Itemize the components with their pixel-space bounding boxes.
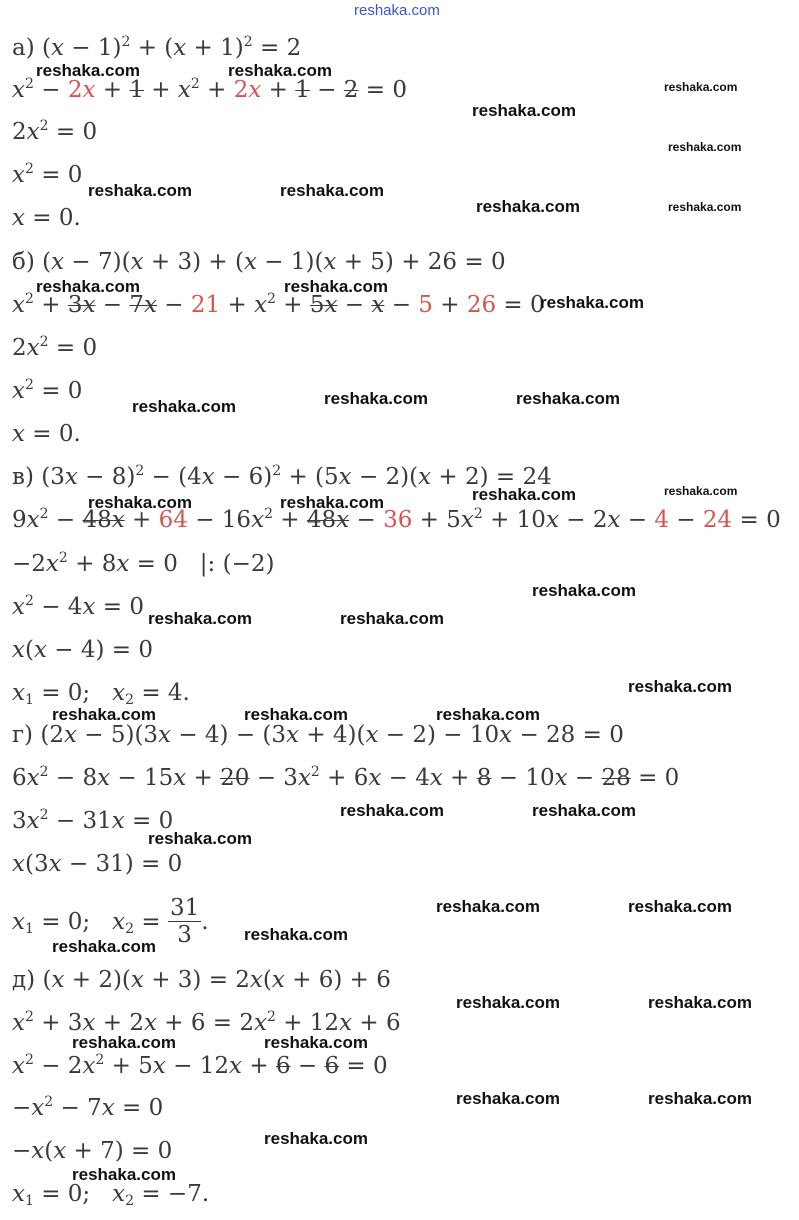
watermark: reshaka.com	[472, 101, 576, 120]
watermark: reshaka.com	[244, 705, 348, 724]
equation-line: $x^2 - 2x + 1 + x^2 + 2x + 1 - 2 = 0$	[12, 76, 407, 103]
equation-line: $x^2 - 4x = 0$	[12, 593, 144, 620]
equation-line: $-2x^2 + 8x = 0$ |: (−2)	[12, 550, 275, 577]
watermark: reshaka.com	[264, 1033, 368, 1052]
watermark: reshaka.com	[648, 993, 752, 1012]
equation-line: −x(x + 7) = 0	[12, 1138, 173, 1164]
watermark: reshaka.com	[72, 1033, 176, 1052]
watermark: reshaka.com	[340, 609, 444, 628]
watermark: reshaka.com	[52, 937, 156, 956]
equation-line: $9x^2 - 48x + 64 - 16x^2 + 48x - 36 + 5x^2 + 10x - 2x - 4 - 24 = 0$	[12, 506, 781, 533]
watermark: reshaka.com	[280, 181, 384, 200]
equation-line: $2x^2 = 0$	[12, 118, 98, 145]
watermark: reshaka.com	[264, 1129, 368, 1148]
watermark: reshaka.com	[540, 293, 644, 312]
equation-line: б) (x − 7)(x + 3) + (x − 1)(x + 5) + 26 = 0	[12, 249, 506, 275]
equation-line: $x^2 + 3x + 2x + 6 = 2x^2 + 12x + 6$	[12, 1009, 401, 1036]
watermark: reshaka.com	[284, 277, 388, 296]
equation-line: $3x^2 - 31x = 0$	[12, 807, 174, 834]
answer-line: x = 0.	[12, 421, 81, 447]
watermark: reshaka.com	[280, 493, 384, 512]
equation-line: а) $(x - 1)^2 + (x + 1)^2 = 2$	[12, 34, 302, 61]
watermark: reshaka.com	[148, 609, 252, 628]
equation-line: $6x^2 - 8x - 15x + 20 - 3x^2 + 6x - 4x + 8 - 10x - 28 = 0$	[12, 764, 680, 791]
equation-line: x(x − 4) = 0	[12, 637, 153, 663]
watermark: reshaka.com	[648, 1089, 752, 1108]
watermark: reshaka.com	[132, 397, 236, 416]
equation-line: $-x^2 - 7x = 0$	[12, 1094, 164, 1121]
watermark: reshaka.com	[88, 493, 192, 512]
equation-line: д) (x + 2)(x + 3) = 2x(x + 6) + 6	[12, 967, 391, 993]
watermark: reshaka.com	[148, 829, 252, 848]
watermark: reshaka.com	[532, 581, 636, 600]
answer-line: $x_1 = 0$; $x_2 = 4$.	[12, 680, 190, 708]
watermark: reshaka.com	[340, 801, 444, 820]
watermark: reshaka.com	[532, 801, 636, 820]
site-link[interactable]: reshaka.com	[354, 2, 440, 19]
watermark: reshaka.com	[244, 925, 348, 944]
equation-line: в) $(3x - 8)^2 - (4x - 6)^2 + (5x - 2)(x + 2) = 24$	[12, 463, 552, 490]
equation-line: x(3x − 31) = 0	[12, 851, 183, 877]
watermark: reshaka.com	[324, 389, 428, 408]
watermark: reshaka.com	[472, 485, 576, 504]
answer-line: $x_1 = 0$; $x_2 = -7$.	[12, 1181, 210, 1209]
watermark: reshaka.com	[476, 197, 580, 216]
fraction: $\frac{31}{3}$	[169, 894, 200, 948]
equation-line: $x^2 = 0$	[12, 377, 83, 404]
equation-line: $x^2 - 2x^2 + 5x - 12x + 6 - 6 = 0$	[12, 1052, 388, 1079]
answer-line: x = 0.	[12, 205, 81, 231]
watermark: reshaka.com	[436, 705, 540, 724]
watermark: reshaka.com	[456, 1089, 560, 1108]
watermark: reshaka.com	[516, 389, 620, 408]
watermark: reshaka.com	[456, 993, 560, 1012]
equation-line: г) (2x − 5)(3x − 4) − (3x + 4)(x − 2) − 10x − 28 = 0	[12, 722, 624, 748]
watermark: reshaka.com	[36, 277, 140, 296]
equation-line: $x^2 = 0$	[12, 161, 83, 188]
watermark: reshaka.com	[88, 181, 192, 200]
watermark: reshaka.com	[664, 484, 738, 498]
equation-line: $x^2 + 3x - 7x - 21 + x^2 + 5x - x - 5 + 26 = 0$	[12, 291, 545, 318]
watermark: reshaka.com	[436, 897, 540, 916]
answer-line: $x_1 = 0$; $x_2$ = $\frac{31}{3}$ .	[12, 894, 209, 948]
equation-line: $2x^2 = 0$	[12, 334, 98, 361]
watermark: reshaka.com	[228, 61, 332, 80]
watermark: reshaka.com	[52, 705, 156, 724]
watermark: reshaka.com	[668, 200, 742, 214]
watermark: reshaka.com	[628, 897, 732, 916]
watermark: reshaka.com	[628, 677, 732, 696]
watermark: reshaka.com	[72, 1165, 176, 1184]
watermark: reshaka.com	[36, 61, 140, 80]
watermark: reshaka.com	[664, 80, 738, 94]
watermark: reshaka.com	[668, 140, 742, 154]
